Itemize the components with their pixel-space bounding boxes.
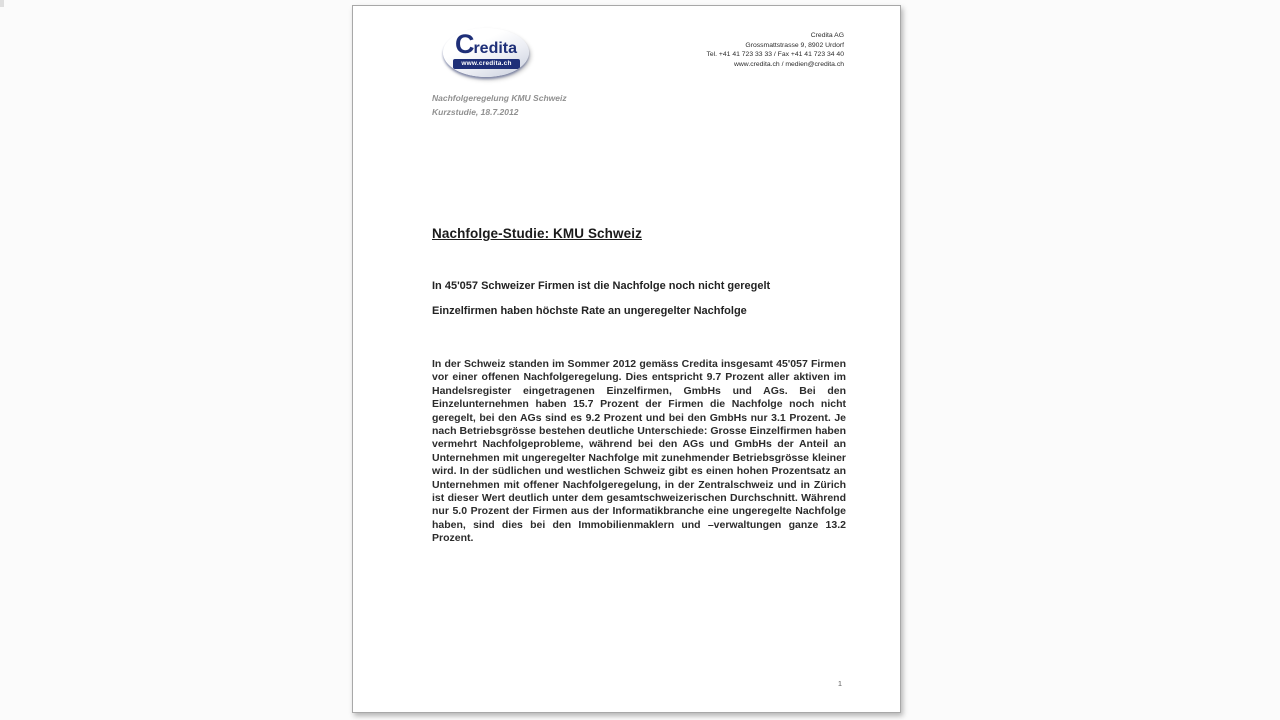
company-address-block — [706, 31, 844, 69]
page-number: 1 — [837, 679, 842, 688]
company-web-email: www.credita.ch / medien@credita.ch — [733, 60, 844, 68]
subheading-firms-count: In 45'057 Schweizer Firmen ist die Nachfolge noch nicht geregelt — [432, 280, 771, 292]
logo-initial: C — [454, 29, 474, 59]
logo-url-banner: www.credita.ch — [453, 59, 520, 69]
logo-rest: redita — [473, 40, 518, 57]
screen-edge-artifact — [0, 0, 4, 7]
document-page — [352, 5, 901, 713]
company-street-city: Grossmattstrasse 9, 8902 Urdorf — [745, 41, 844, 49]
company-name: Credita AG — [810, 32, 844, 39]
document-meta — [432, 91, 567, 119]
subheading-einzelfirmen: Einzelfirmen haben höchste Rate an ungeregelter Nachfolge — [432, 305, 747, 317]
body-paragraph: In der Schweiz standen im Sommer 2012 gemäss Credita insgesamt 45'057 Firmen vor einer offenen Nachfolgeregelung. Dies entspricht 9.7 Prozent aller aktiven im Handelsregister eingetragenen Einzelfirmen, GmbHs und AGs. Bei den Einzelunternehmen haben 15.7 Prozent der Firmen die Nachfolge noch nicht geregelt, bei den AGs sind es 9.2 Prozent und bei den GmbHs nur 3.1 Prozent. Je nach Betriebsgrösse bestehen deutliche Unterschiede: Grosse Einzelfirmen haben vermehrt Nachfolgeprobleme, während bei den AGs und GmbHs der Anteil an Unternehmen mit ungeregelter Nachfolge mit zunehmender Betriebsgrösse kleiner wird. In der südlichen und westlichen Schweiz gibt es einen hohen Prozentsatz an Unternehmen mit offener Nachfolgeregelung, in der Zentralschweiz und in Zürich ist dieser Wert deutlich unter dem gesamtschweizerischen Durchschnitt. Während nur 5.0 Prozent der Firmen aus der Informatikbranche eine ungeregelte Nachfolge haben, sind dies bei den Immobilienmaklern und –verwaltungen ganze 13.2 Prozent. — [432, 358, 846, 545]
credita-logo — [443, 28, 529, 77]
page-title: Nachfolge-Studie: KMU Schweiz — [432, 226, 642, 241]
company-phone-fax: Tel. +41 41 723 33 33 / Fax +41 41 723 34 40 — [706, 51, 844, 58]
meta-study-type-date: Kurzstudie, 18.7.2012 — [432, 107, 519, 117]
meta-study-name: Nachfolgeregelung KMU Schweiz — [432, 93, 567, 103]
